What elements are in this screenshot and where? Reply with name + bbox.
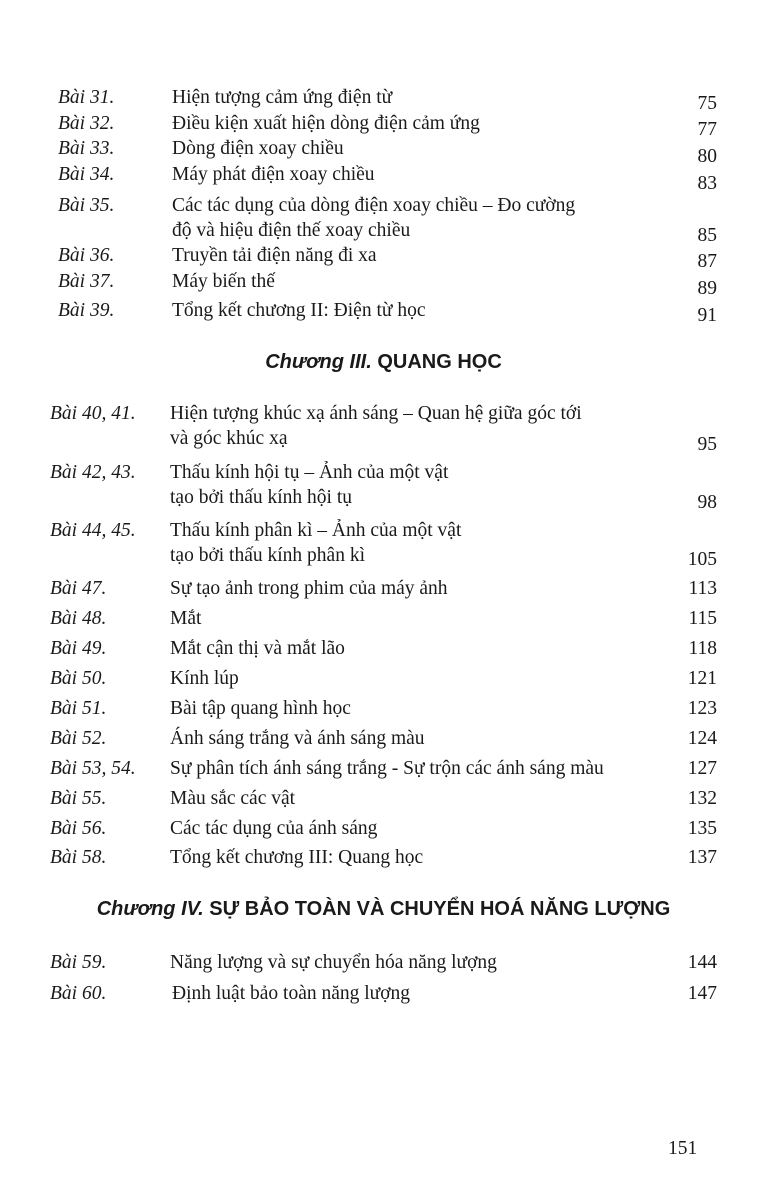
lesson-number: Bài 31. (58, 87, 115, 108)
lesson-title: Các tác dụng của ánh sáng (170, 818, 378, 839)
lesson-title: Truyền tải điện năng đi xa (172, 245, 377, 266)
lesson-title: Ánh sáng trắng và ánh sáng màu (170, 728, 425, 749)
lesson-title: Dòng điện xoay chiều (172, 138, 344, 159)
page-number: 98 (697, 492, 717, 513)
page-number: 83 (697, 173, 717, 194)
lesson-title: Năng lượng và sự chuyển hóa năng lượng (170, 952, 497, 973)
lesson-title: Máy biến thế (172, 271, 275, 292)
page-number: 95 (697, 434, 717, 455)
lesson-number: Bài 35. (58, 195, 115, 216)
page-number: 115 (688, 608, 717, 629)
lesson-title: Hiện tượng cảm ứng điện từ (172, 87, 393, 108)
lesson-number: Bài 37. (58, 271, 115, 292)
lesson-title: Hiện tượng khúc xạ ánh sáng – Quan hệ giữa góc tới và góc khúc xạ (170, 403, 582, 449)
lesson-number: Bài 34. (58, 164, 115, 185)
lesson-number: Bài 59. (50, 952, 107, 973)
lesson-title: Mắt (170, 608, 202, 629)
lesson-title: Máy phát điện xoay chiều (172, 164, 375, 185)
lesson-number: Bài 52. (50, 728, 107, 749)
lesson-title: Sự tạo ảnh trong phim của máy ảnh (170, 578, 448, 599)
chapter-label: Chương IV. (96, 898, 204, 920)
page-number: 132 (687, 788, 717, 809)
lesson-number: Bài 50. (50, 668, 107, 689)
page-number: 123 (687, 698, 717, 719)
lesson-number: Bài 36. (58, 245, 115, 266)
lesson-title: Các tác dụng của dòng điện xoay chiều – Đo cường độ và hiệu điện thế xoay chiều (172, 195, 576, 241)
page-number: 85 (697, 225, 717, 246)
lesson-number: Bài 51. (50, 698, 107, 719)
lesson-number: Bài 40, 41. (50, 403, 136, 424)
chapter-title: SỰ BẢO TOÀN VÀ CHUYỂN HOÁ NĂNG LƯỢNG (209, 898, 671, 920)
page-number: 127 (687, 758, 717, 779)
lesson-number: Bài 39. (58, 300, 115, 321)
lesson-title: Định luật bảo toàn năng lượng (172, 983, 411, 1004)
page-number: 105 (687, 549, 717, 570)
chapter-label: Chương III. (265, 351, 372, 373)
page-number: 75 (697, 93, 717, 114)
lesson-number: Bài 47. (50, 578, 107, 599)
lesson-number: Bài 53, 54. (50, 758, 136, 779)
lesson-number: Bài 33. (58, 138, 115, 159)
lesson-number: Bài 55. (50, 788, 107, 809)
page-number: 124 (687, 728, 717, 749)
lesson-number: Bài 48. (50, 608, 107, 629)
page-number: 77 (697, 119, 717, 140)
lesson-number: Bài 42, 43. (50, 462, 136, 483)
page-number: 135 (687, 818, 717, 839)
page-number: 147 (687, 983, 717, 1004)
page-number: 118 (688, 638, 717, 659)
lesson-title: Điều kiện xuất hiện dòng điện cảm ứng (172, 113, 480, 134)
lesson-title: Thấu kính hội tụ – Ảnh của một vật tạo bởi thấu kính hội tụ (170, 462, 449, 508)
lesson-number: Bài 32. (58, 113, 115, 134)
lesson-title: Màu sắc các vật (170, 788, 296, 809)
lesson-title: Bài tập quang hình học (170, 698, 351, 719)
page-number: 91 (697, 305, 717, 326)
page-number: 113 (688, 578, 717, 599)
page-number: 137 (687, 847, 717, 868)
chapter-heading (0, 898, 767, 921)
page-number: 121 (687, 668, 717, 689)
folio-page-number: 151 (668, 1138, 698, 1159)
page-number: 80 (697, 146, 717, 167)
lesson-number: Bài 58. (50, 847, 107, 868)
lesson-title: Thấu kính phân kì – Ảnh của một vật tạo bởi thấu kính phân kì (170, 520, 462, 566)
lesson-number: Bài 44, 45. (50, 520, 136, 541)
lesson-number: Bài 56. (50, 818, 107, 839)
page-number: 89 (697, 278, 717, 299)
lesson-number: Bài 60. (50, 983, 107, 1004)
page-number: 144 (687, 952, 717, 973)
lesson-title: Sự phân tích ánh sáng trắng - Sự trộn các ánh sáng màu (170, 758, 604, 779)
chapter-heading (0, 351, 767, 374)
lesson-title: Mắt cận thị và mắt lão (170, 638, 345, 659)
lesson-title: Tổng kết chương III: Quang học (170, 847, 424, 868)
lesson-title: Tổng kết chương II: Điện từ học (172, 300, 426, 321)
page-number: 87 (697, 251, 717, 272)
chapter-title: QUANG HỌC (377, 351, 502, 373)
lesson-number: Bài 49. (50, 638, 107, 659)
lesson-title: Kính lúp (170, 668, 239, 689)
